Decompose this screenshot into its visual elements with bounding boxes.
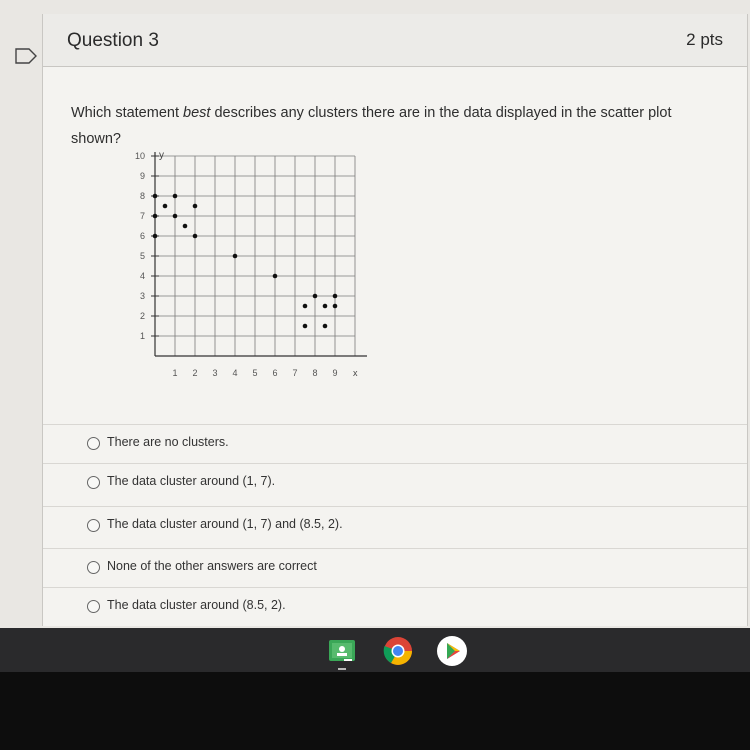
y-tick-label: 10	[134, 151, 145, 161]
data-point	[333, 304, 338, 309]
x-tick-label: 7	[292, 368, 298, 378]
data-point	[173, 214, 178, 219]
data-point	[153, 214, 158, 219]
data-point	[153, 194, 158, 199]
question-text-part: describes any clusters there are in the data displayed in the scatter plot shown?	[71, 105, 672, 147]
data-point	[323, 324, 328, 329]
chrome-icon[interactable]	[382, 635, 414, 667]
y-tick-label: 2	[139, 311, 145, 321]
answer-label: None of the other answers are correct	[107, 559, 317, 573]
y-tick-label: 8	[139, 191, 145, 201]
radio-button[interactable]	[87, 476, 100, 489]
data-point	[193, 234, 198, 239]
question-text-part: Which statement	[71, 105, 184, 121]
answer-label: The data cluster around (1, 7).	[107, 474, 276, 488]
question-text-emphasis: best	[183, 105, 211, 121]
answer-label: The data cluster around (8.5, 2).	[107, 598, 286, 612]
data-point	[303, 304, 308, 309]
data-point	[313, 294, 318, 299]
data-point	[173, 194, 178, 199]
data-point	[303, 324, 308, 329]
y-tick-label: 3	[139, 291, 145, 301]
flag-question-icon[interactable]	[15, 48, 37, 64]
x-tick-label: 8	[312, 368, 318, 378]
data-point	[153, 234, 158, 239]
y-tick-label: 9	[139, 171, 145, 181]
y-tick-label: 1	[139, 331, 145, 341]
y-axis-label: y	[159, 150, 164, 161]
y-tick-label: 7	[139, 211, 145, 221]
radio-button[interactable]	[87, 561, 100, 574]
data-point	[193, 204, 198, 209]
question-card	[42, 14, 748, 626]
active-app-indicator	[338, 668, 346, 670]
y-tick-label: 4	[139, 271, 145, 281]
taskbar	[0, 628, 750, 672]
x-tick-label: 2	[192, 368, 198, 378]
question-title: Question 3	[67, 30, 159, 51]
question-text	[71, 100, 691, 152]
answer-label: The data cluster around (1, 7) and (8.5, 2).	[107, 517, 343, 531]
question-points: 2 pts	[686, 30, 723, 49]
answer-option[interactable]	[43, 548, 747, 585]
x-tick-label: 9	[332, 368, 338, 378]
data-point	[163, 204, 168, 209]
answer-option[interactable]	[43, 587, 747, 624]
answer-option[interactable]	[43, 424, 747, 461]
radio-button[interactable]	[87, 600, 100, 613]
monitor-bezel	[0, 672, 750, 750]
data-point	[333, 294, 338, 299]
play-store-icon[interactable]	[436, 635, 468, 667]
classroom-icon[interactable]	[326, 635, 358, 667]
data-point	[233, 254, 238, 259]
x-tick-label: 1	[172, 368, 178, 378]
x-tick-label: 5	[252, 368, 258, 378]
answer-label: There are no clusters.	[107, 435, 229, 449]
scatter-plot	[87, 150, 387, 402]
x-tick-label: 3	[212, 368, 218, 378]
radio-button[interactable]	[87, 519, 100, 532]
answer-option[interactable]	[43, 463, 747, 500]
y-tick-label: 5	[139, 251, 145, 261]
radio-button[interactable]	[87, 437, 100, 450]
data-point	[183, 224, 188, 229]
data-point	[273, 274, 278, 279]
x-axis-label: x	[353, 368, 358, 378]
data-point	[323, 304, 328, 309]
question-header	[43, 14, 747, 67]
answer-option[interactable]	[43, 506, 747, 543]
x-tick-label: 4	[232, 368, 238, 378]
x-tick-label: 6	[272, 368, 278, 378]
y-tick-label: 6	[139, 231, 145, 241]
